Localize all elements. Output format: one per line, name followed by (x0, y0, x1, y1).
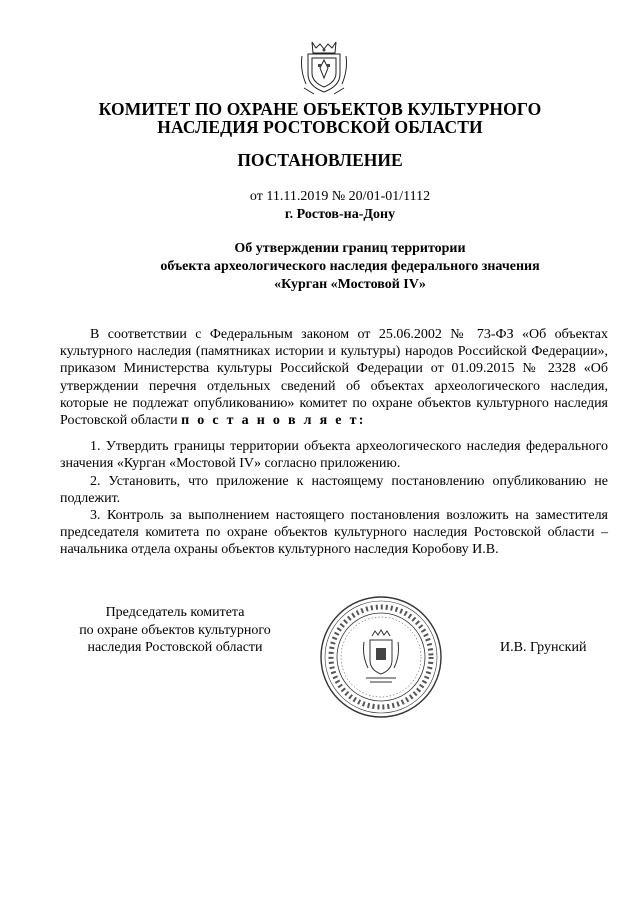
subject-line-1: Об утверждении границ территории (234, 241, 466, 256)
position-line-1: Председатель комитета (105, 605, 245, 620)
document-type: ПОСТАНОВЛЕНИЕ (237, 150, 403, 170)
position-line-3: наследия Ростовской области (87, 640, 263, 655)
subject-line-2: объекта археологического наследия федерального значения (160, 259, 540, 274)
organization-name (60, 100, 580, 136)
org-line-2: НАСЛЕДИЯ РОСТОВСКОЙ ОБЛАСТИ (157, 117, 483, 137)
city: г. Ростов-на-Дону (284, 207, 396, 222)
item-3: 3. Контроль за выполнением настоящего постановления возложить на заместителя председателя комитета по охране объектов культурного наследия Ростовской области – начальника отдела охраны объектов культурного наследия Коробову И.В. (60, 508, 608, 558)
resolves-word: п о с т а н о в л я е т: (181, 413, 366, 429)
coat-of-arms-icon (298, 38, 350, 98)
preamble-text: В соответствии с Федеральным законом от 25.06.2002 № 73-ФЗ «Об объектах культурного наследия (памятниках истории и культуры) народов Российской Федерации», приказом Министерства культуры Российской Федерации от 01.09.2015 № 2328 «Об утверждении перечня отдельных сведений об объектах археологического наследия, которые не подлежат опубликованию» комитет по охране объектов культурного наследия Ростовской области (60, 327, 608, 429)
subject-line-3: «Курган «Мостовой IV» (274, 277, 426, 292)
position-line-2: по охране объектов культурного (79, 622, 271, 638)
signatory-position (60, 604, 290, 657)
preamble-paragraph (60, 326, 608, 429)
document-body (60, 326, 608, 559)
date-and-number (60, 188, 620, 224)
signatory-name: И.В. Грунский (500, 640, 587, 655)
org-line-1: КОМИТЕТ ПО ОХРАНЕ ОБЪЕКТОВ КУЛЬТУРНОГО (98, 99, 542, 119)
official-seal-icon (318, 594, 444, 720)
item-1: 1. Утвердить границы территории объекта археологического наследия федерального значения «Курган «Мостовой IV» согласно приложению. (60, 439, 608, 472)
document-subject (60, 240, 640, 294)
date-number: от 11.11.2019 № 20/01-01/1112 (249, 189, 431, 204)
item-2: 2. Установить, что приложение к настоящему постановлению опубликованию не подлежит. (60, 473, 608, 506)
